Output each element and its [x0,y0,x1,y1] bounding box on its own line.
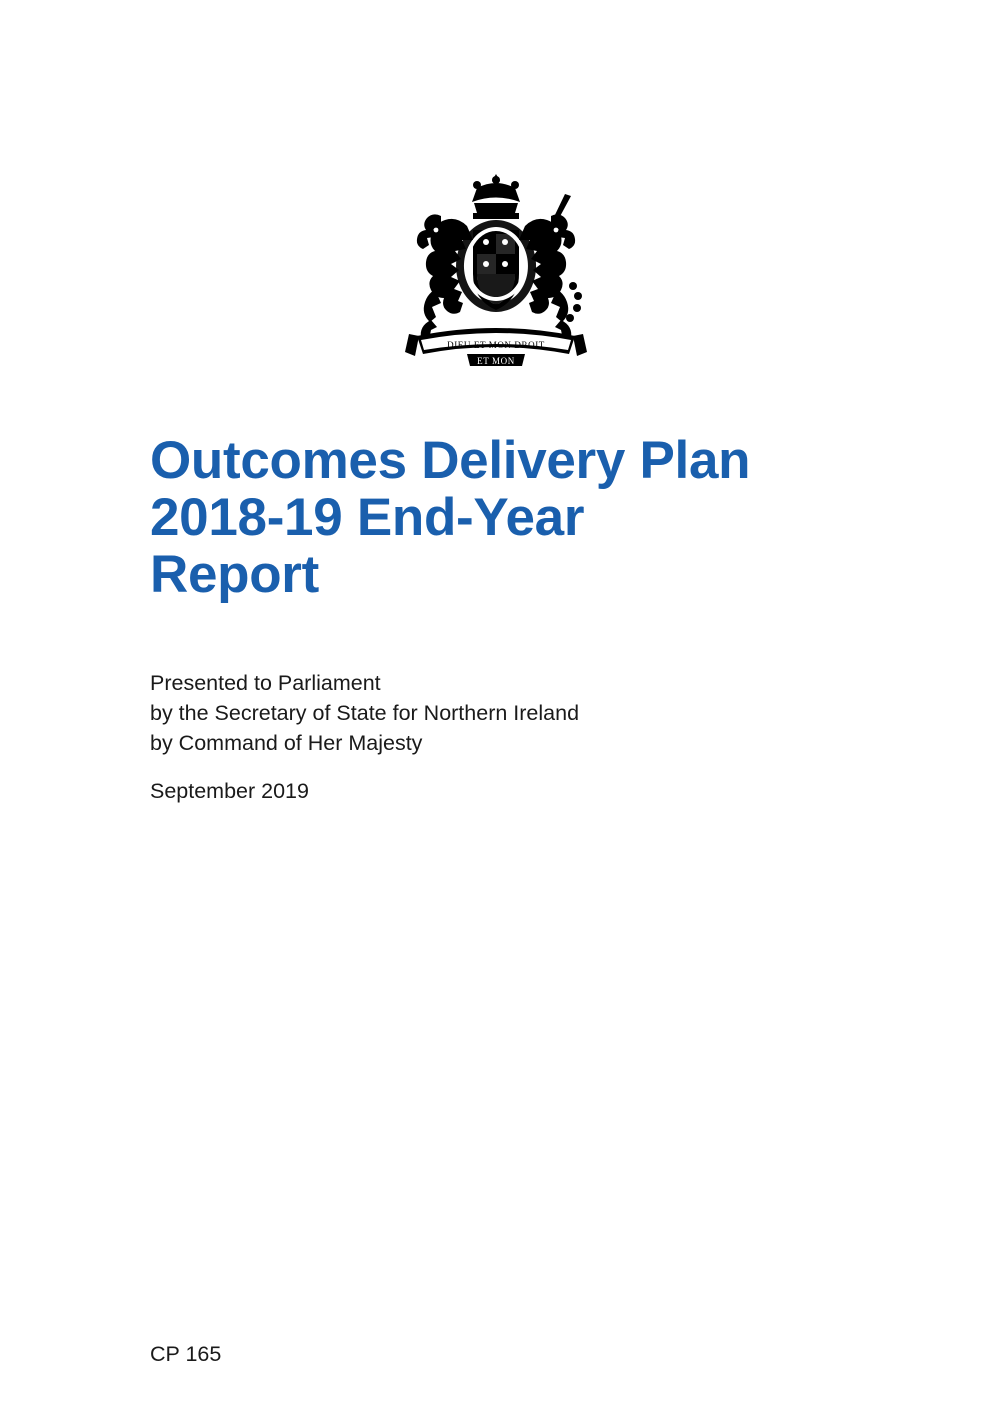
publication-date: September 2019 [150,779,309,803]
presentation-statement [150,668,579,758]
document-title-line-3: Report [150,545,319,604]
page-title [150,432,870,603]
svg-text:DIEU ET MON DROIT: DIEU ET MON DROIT [446,340,545,350]
presentation-line-1: Presented to Parliament [150,671,381,695]
presentation-line-2: by the Secretary of State for Northern Ireland [150,701,580,725]
document-title-line-1: Outcomes Delivery Plan [150,431,751,490]
royal-coat-of-arms [0,168,991,373]
document-title [150,432,870,603]
command-paper-number: CP 165 [150,1342,222,1366]
document-title-line-2: 2018-19 End-Year [150,488,585,547]
presentation-line-3: by Command of Her Majesty [150,731,423,755]
svg-text:ET MON: ET MON [476,356,515,366]
royal-coat-of-arms-icon [381,168,611,373]
